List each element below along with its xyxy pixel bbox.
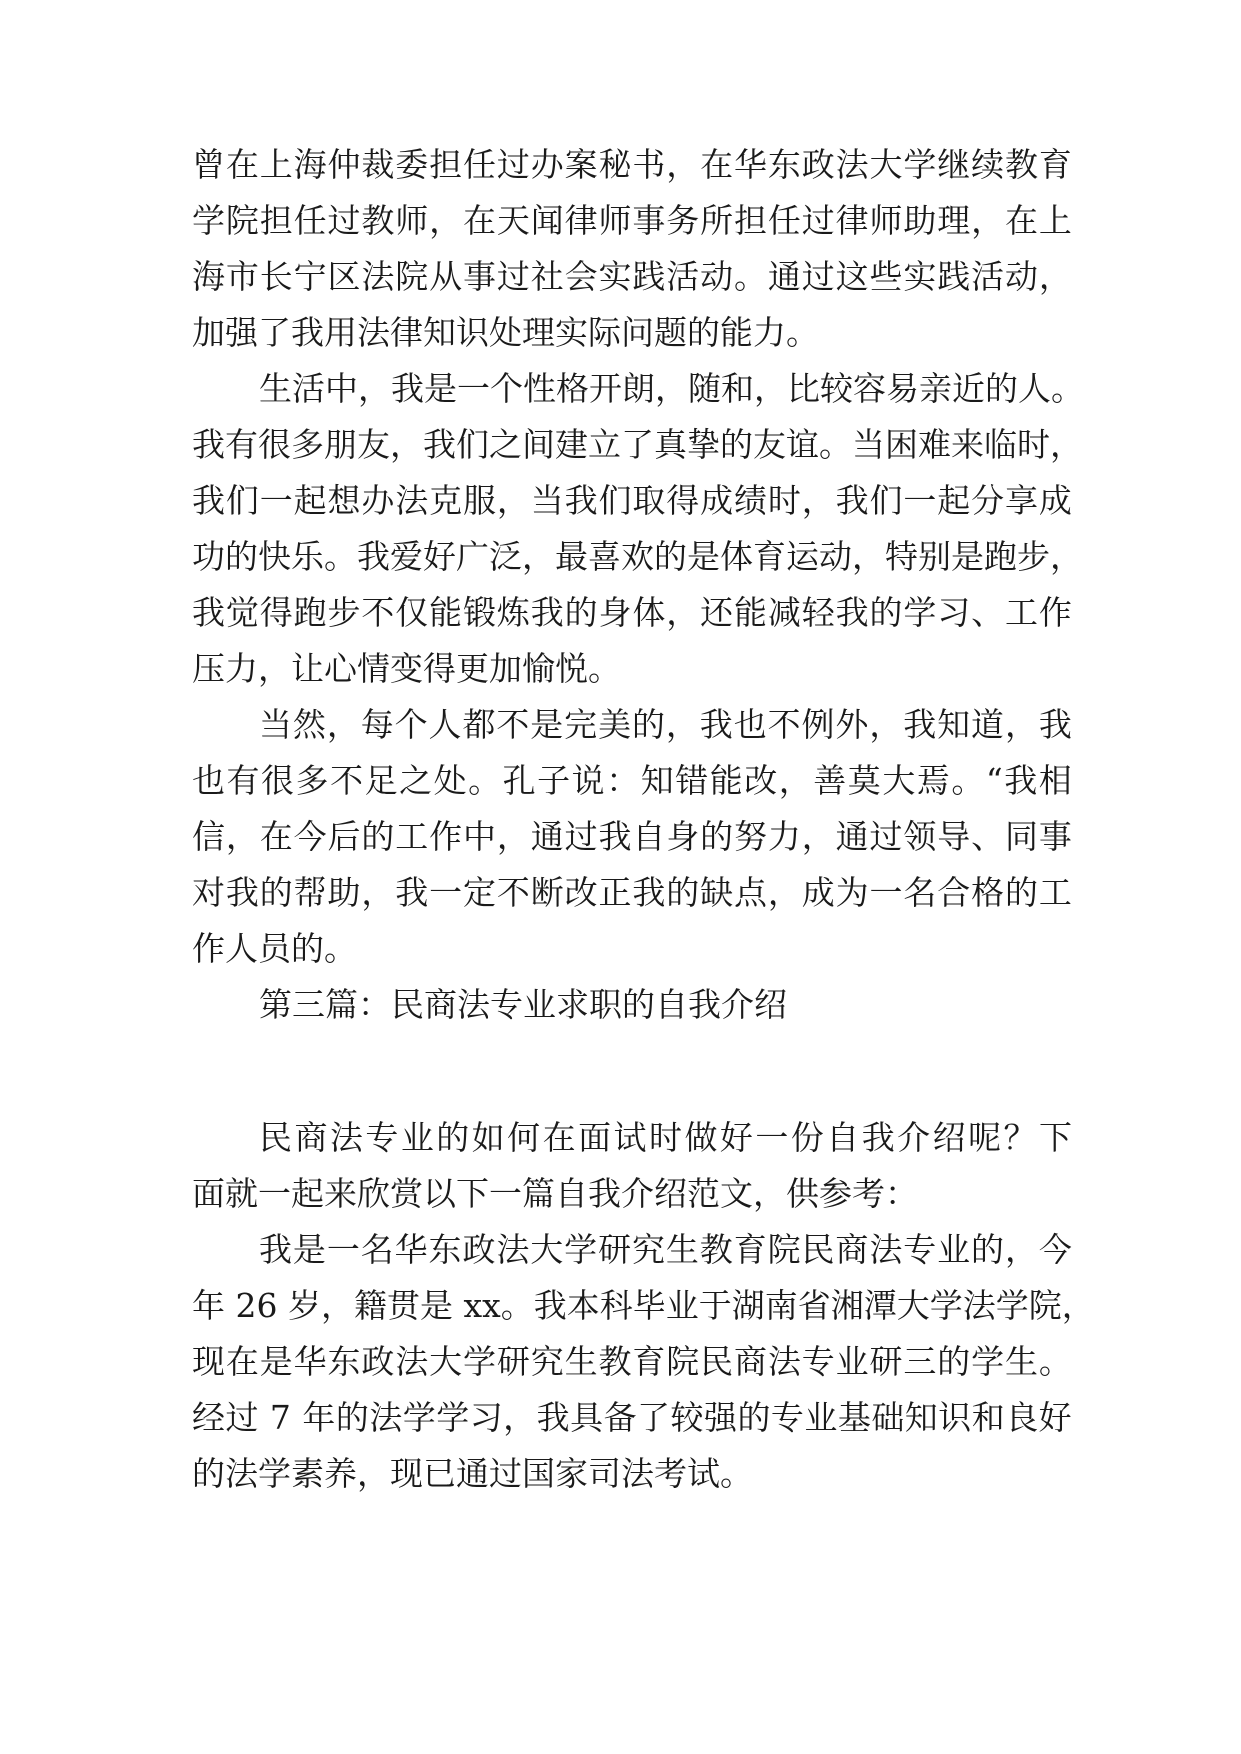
paragraph-line: 面就一起来欣赏以下一篇自我介绍范文，供参考： [192, 1174, 918, 1213]
paragraph-line: 作人员的。 [192, 929, 357, 968]
paragraph-line: 我 是 一 名 华 东 政 法 大 学 研 究 生 教 育 院 民 商 法 专 业 的 ， 今 [259, 1230, 1072, 1269]
paragraph-line: 经 过 7 年 的 法 学 学 习 ， 我 具 备 了 较 强 的 专 业 基 础 知 识 和 良 好 [192, 1398, 1072, 1437]
paragraph-line: 功 的 快 乐 。 我 爱 好 广 泛 ， 最 喜 欢 的 是 体 育 运 动 ， 特 别 是 跑 步 ， [192, 537, 1083, 576]
section-heading: 第三篇：民商法专业求职的自我介绍 [259, 985, 787, 1024]
paragraph-line: 我 有 很 多 朋 友 ， 我 们 之 间 建 立 了 真 挚 的 友 谊 。 当 困 难 来 临 时 ， [192, 425, 1083, 464]
paragraph-line: 我 们 一 起 想 办 法 克 服 ， 当 我 们 取 得 成 绩 时 ， 我 们 一 起 分 享 成 [192, 481, 1072, 520]
paragraph-line: 现 在 是 华 东 政 法 大 学 研 究 生 教 育 院 民 商 法 专 业 研 三 的 学 生 。 [192, 1342, 1072, 1381]
paragraph-line: 生 活 中 ， 我 是 一 个 性 格 开 朗 ， 随 和 ， 比 较 容 易 亲 近 的 人 。 [259, 369, 1084, 408]
paragraph-line: 民 商 法 专 业 的 如 何 在 面 试 时 做 好 一 份 自 我 介 绍 呢 ？ 下 [259, 1118, 1072, 1157]
paragraph-line: 当 然 ， 每 个 人 都 不 是 完 美 的 ， 我 也 不 例 外 ， 我 知 道 ， 我 [259, 705, 1072, 744]
paragraph-line: 学 院 担 任 过 教 师 ， 在 天 闻 律 师 事 务 所 担 任 过 律 师 助 理 ， 在 上 [192, 201, 1072, 240]
paragraph-line: 年 2 6 岁 ， 籍 贯 是 x x 。 我 本 科 毕 业 于 湖 南 省 湘 潭 大 学 法 学 院 ， [192, 1286, 1095, 1325]
paragraph-line: 我 觉 得 跑 步 不 仅 能 锻 炼 我 的 身 体 ， 还 能 减 轻 我 的 学 习 、 工 作 [192, 593, 1072, 632]
paragraph-line: 的法学素养，现已通过国家司法考试。 [192, 1454, 753, 1493]
paragraph-line: 对 我 的 帮 助 ， 我 一 定 不 断 改 正 我 的 缺 点 ， 成 为 一 名 合 格 的 工 [192, 873, 1072, 912]
paragraph-line: 海 市 长 宁 区 法 院 从 事 过 社 会 实 践 活 动 。 通 过 这 些 实 践 活 动 ， [192, 257, 1072, 296]
paragraph-line: 信 ， 在 今 后 的 工 作 中 ， 通 过 我 自 身 的 努 力 ， 通 过 领 导 、 同 事 [192, 817, 1072, 856]
paragraph-line: 曾 在 上 海 仲 裁 委 担 任 过 办 案 秘 书 ， 在 华 东 政 法 大 学 继 续 教 育 [192, 145, 1072, 184]
paragraph-line: 压力，让心情变得更加愉悦。 [192, 649, 621, 688]
paragraph-line: 也 有 很 多 不 足 之 处 。 孔 子 说 ： 知 错 能 改 ， 善 莫 大 焉 。 “ 我 相 [192, 761, 1072, 800]
paragraph-line: 加强了我用法律知识处理实际问题的能力。 [192, 313, 819, 352]
